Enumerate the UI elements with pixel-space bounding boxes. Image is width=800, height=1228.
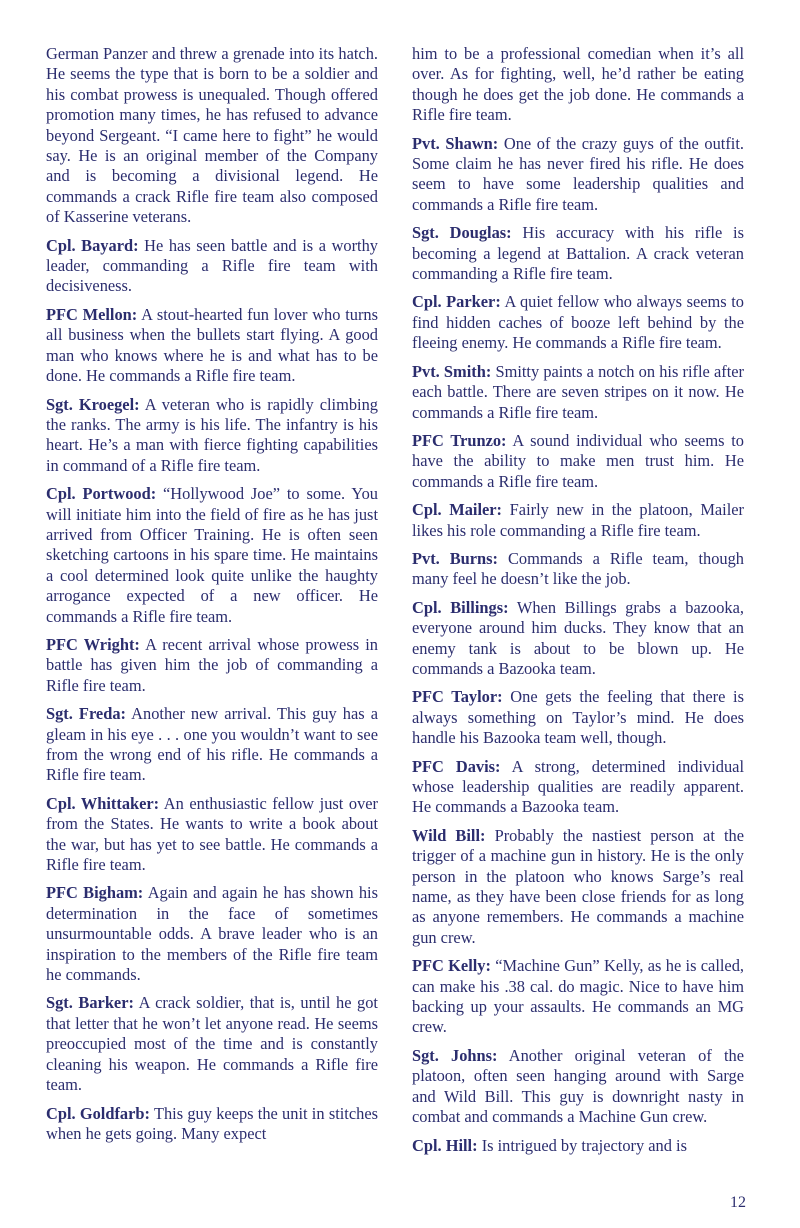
character-description: One gets the feeling that there is always something on Taylor’s mind. He does handle his Bazooka team well, though.: [412, 687, 744, 748]
character-name: PFC Taylor:: [412, 687, 503, 707]
character-name: Sgt. Douglas:: [412, 223, 512, 243]
character-entry: [412, 1136, 744, 1156]
character-description: Is intrigued by trajectory and is: [481, 1135, 687, 1155]
character-entry: [412, 431, 744, 492]
character-entry: [412, 1046, 744, 1128]
character-name: Cpl. Goldfarb:: [46, 1103, 150, 1123]
character-description: A crack soldier, that is, until he got that letter that he won’t let anyone read. He seems preoccupied most of the time and is constantly cleaning his weapon. He commands a Rifle fire team.: [46, 993, 378, 1095]
character-entry: [46, 236, 378, 297]
page-number: 12: [730, 1194, 746, 1211]
left-column: [46, 44, 378, 1152]
character-entry: [412, 598, 744, 680]
character-name: Pvt. Burns:: [412, 548, 498, 568]
character-entry: [412, 292, 744, 353]
character-entry: [412, 134, 744, 216]
character-description: When Billings grabs a bazooka, everyone around him ducks. They know that an enemy tank is about to be blown up. He commands a Bazooka team.: [412, 597, 744, 678]
character-entry: [46, 883, 378, 985]
character-name: Pvt. Smith:: [412, 361, 492, 381]
character-description: Again and again he has shown his determination in the face of sometimes unsurmountable odds. A brave leader who is an inspiration to the members of the Rifle fire team he commands.: [46, 883, 378, 985]
character-entry: [46, 1104, 378, 1145]
character-name: Cpl. Hill:: [412, 1135, 478, 1155]
character-description: A recent arrival whose prowess in battle has given him the job of commanding a Rifle fire team.: [46, 634, 378, 695]
character-name: Cpl. Mailer:: [412, 500, 503, 520]
character-name: PFC Mellon:: [46, 304, 138, 324]
character-description: An enthusiastic fellow just over from the States. He wants to write a book about the war, but has yet to see battle. He commands a Rifle fire team.: [46, 793, 378, 875]
character-entry: [412, 956, 744, 1038]
character-description: “Hollywood Joe” to some. You will initiate him into the field of fire as he has just arrived from Officer Training. He is often seen sketching cartoons in his spare time. He maintains a cool determined look quite unlike the haughty arrogance expected of a new officer. He commands a Rifle fire team.: [46, 484, 378, 626]
character-description: A stout-hearted fun lover who turns all business when the bullets start flying. A good man who knows where he is and what has to be done. He commands a Rifle fire team.: [46, 304, 378, 386]
character-description: A strong, determined individual whose leadership qualities are readily apparent. He commands a Bazooka team.: [412, 756, 744, 817]
character-name: Pvt. Shawn:: [412, 133, 499, 153]
character-entry: [46, 993, 378, 1095]
character-description: German Panzer and threw a grenade into its hatch. He seems the type that is born to be a soldier and his combat prowess is unequaled. Though offered promotion many times, he has refused to advance beyond Sergeant. “I came here to fight” he would say. He is an original member of the Company and is becoming a divisional legend. He commands a crack Rifle fire team also composed of Kasserine veterans.: [46, 44, 378, 227]
character-description: Fairly new in the platoon, Mailer likes his role commanding a Rifle fire team.: [412, 500, 745, 540]
character-entry: [412, 757, 744, 818]
character-name: Cpl. Whittaker:: [46, 793, 160, 813]
character-description: His accuracy with his rifle is becoming a legend at Battalion. A crack veteran commanding a Rifle fire team.: [412, 223, 744, 284]
character-entry: [46, 794, 378, 876]
character-description: One of the crazy guys of the outfit. Some claim he has never fired his rifle. He does seem to have some leadership qualities and commands a Rifle fire team.: [412, 133, 744, 214]
character-entry: [412, 362, 744, 423]
character-name: PFC Wright:: [46, 634, 140, 654]
character-description: Probably the nastiest person at the trigger of a machine gun in history. He is the only person in the platoon who knows Sarge’s real name, as they have been close friends for as long as anyone remembers. He commands a machine gun crew.: [412, 825, 744, 947]
character-entry: [412, 549, 744, 590]
character-name: Sgt. Freda:: [46, 704, 126, 724]
character-entry: [412, 826, 744, 948]
character-description: A quiet fellow who always seems to find hidden caches of booze left behind by the fleeing enemy. He commands a Rifle fire team.: [412, 292, 744, 353]
character-description: A veteran who is rapidly climbing the ranks. The army is his life. The infantry is his heart. He’s a man with fierce fighting capabilities in command of a Rifle fire team.: [46, 394, 378, 475]
character-name: Cpl. Portwood:: [46, 484, 157, 504]
character-name: Cpl. Billings:: [412, 597, 509, 617]
character-name: PFC Davis:: [412, 756, 501, 776]
character-entry: [412, 500, 744, 541]
character-description: This guy keeps the unit in stitches when he gets going. Many expect: [46, 1103, 378, 1143]
character-description: him to be a professional comedian when it’s all over. As for fighting, well, he’d rather be eating though he does get the job done. He commands a Rifle fire team.: [412, 44, 744, 125]
character-entry: [412, 223, 744, 284]
character-description: Another new arrival. This guy has a gleam in his eye . . . one you wouldn’t want to see from the wrong end of his rifle. He commands a Rifle fire team.: [46, 704, 379, 785]
character-name: PFC Bigham:: [46, 883, 144, 903]
character-description: Another original veteran of the platoon, often seen hanging around with Sarge and Wild Bill. This guy is downright nasty in combat and commands a Machine Gun crew.: [412, 1045, 744, 1127]
character-entry: [412, 687, 744, 748]
character-name: Cpl. Bayard:: [46, 235, 139, 255]
character-name: Wild Bill:: [412, 825, 486, 845]
character-entry: [46, 44, 378, 228]
character-name: PFC Kelly:: [412, 956, 491, 976]
character-description: A sound individual who seems to have the ability to make men trust him. He commands a Rifle fire team.: [412, 430, 744, 491]
character-name: Sgt. Barker:: [46, 993, 134, 1013]
character-name: Sgt. Johns:: [412, 1045, 498, 1065]
character-description: He has seen battle and is a worthy leader, commanding a Rifle fire team with decisiveness.: [46, 235, 379, 296]
character-description: Smitty paints a notch on his rifle after each battle. There are seven stripes on it now. He commands a Rifle fire team.: [412, 361, 744, 422]
character-entry: [46, 635, 378, 696]
character-entry: [46, 305, 378, 387]
character-name: Cpl. Parker:: [412, 292, 501, 312]
character-entry: [46, 395, 378, 477]
character-name: PFC Trunzo:: [412, 430, 507, 450]
character-description: “Machine Gun” Kelly, as he is called, can make his .38 cal. do magic. Nice to have him backing up your assaults. He commands an MG crew.: [412, 956, 744, 1037]
character-name: Sgt. Kroegel:: [46, 394, 140, 414]
character-entry: [46, 484, 378, 627]
right-column: [412, 44, 744, 1164]
character-entry: [46, 704, 378, 786]
character-entry: [412, 44, 744, 126]
character-description: Commands a Rifle team, though many feel he doesn’t like the job.: [412, 548, 744, 589]
